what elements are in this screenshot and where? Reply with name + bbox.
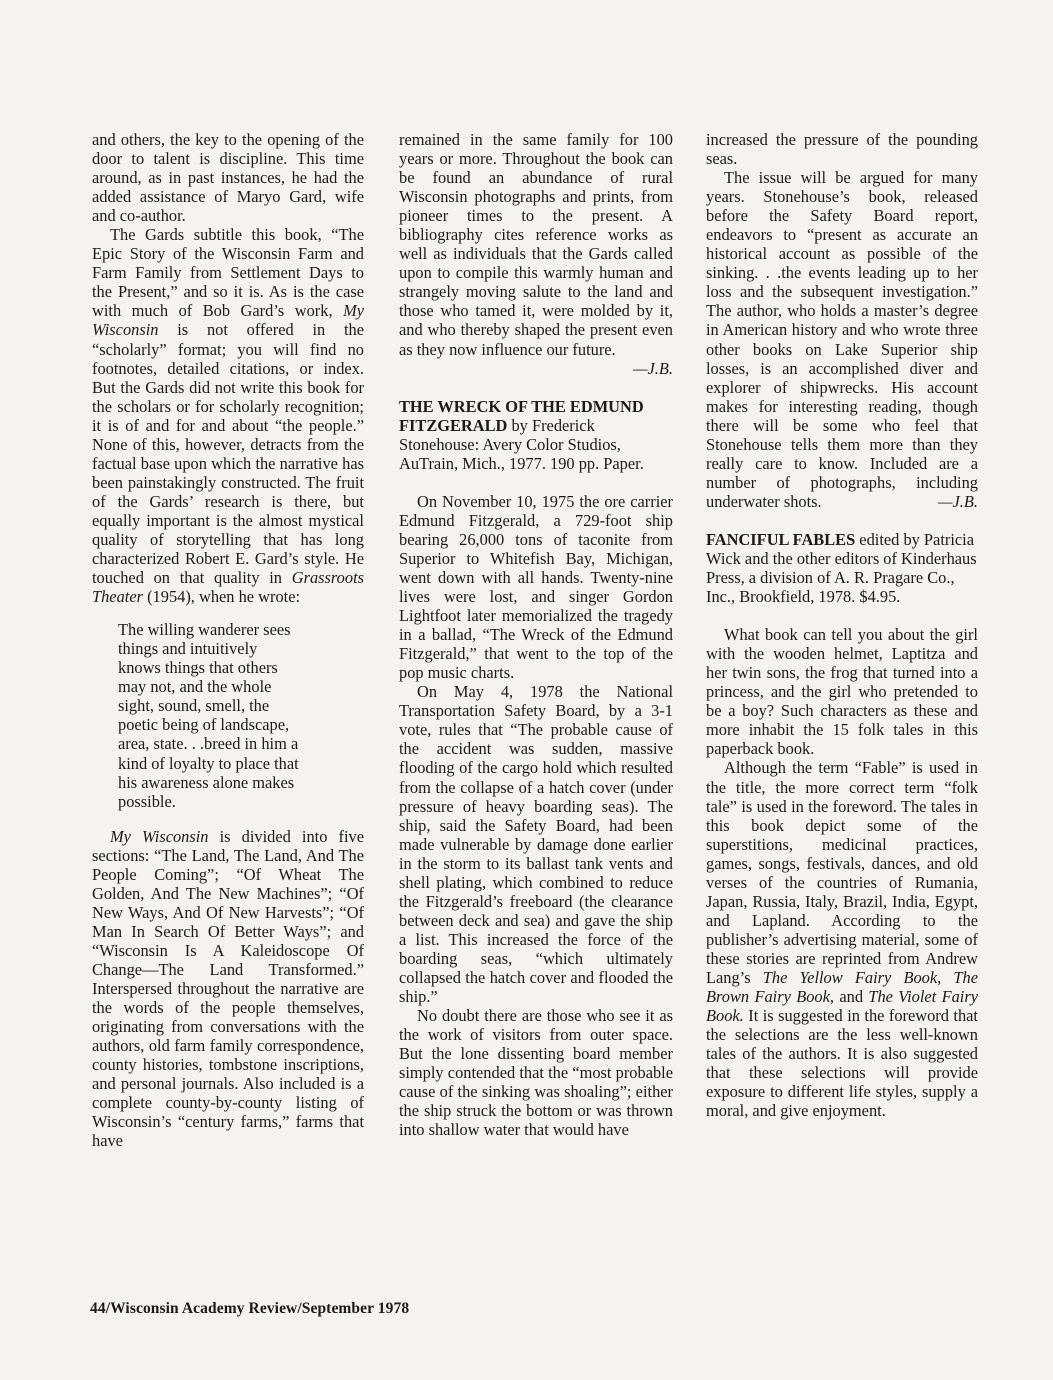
col3-paragraph-2 [706, 168, 978, 511]
quote-line: his awareness alone makes [118, 772, 295, 792]
col2-paragraph-1: remained in the same family for 100 years or more. Throughout the book can be found an abundance of rural Wisconsin photographs and prints, from pioneer times to the present. A bibliography cites reference works as well as individuals that the Gards called upon to compile this warmly human and strangely moving salute to the land and those who tamed it, were molded by it, and who thereby shaped the present even as they now influence our future. [399, 130, 673, 359]
col3-paragraph-3: What book can tell you about the girl with the wooden helmet, Laptitza and her twin sons, the frog that turned into a princess, and the girl who pretended to be a boy? Such characters as these and more inhabit the 15 folk tales in this paperback book. [706, 625, 978, 759]
book-title-my-wisconsin: My Wisconsin [92, 301, 364, 340]
quote-line: knows things that others [118, 658, 278, 678]
reviewer-signature: —J.B. [937, 491, 978, 511]
col2-paragraph-2: On November 10, 1975 the ore carrier Edmund Fitzgerald, a 729-foot ship bearing 26,000 tons of taconite from Superior to Whitefish Bay, Michigan, went down with all hands. Twenty-nine lives were lost, and singer Gordon Lightfoot later memorialized the tragedy in a ballad, “The Wreck of the Edmund Fitzgerald,” that went to the top of the pop music charts. [399, 491, 673, 683]
page-footer: 44/Wisconsin Academy Review/September 1978 [90, 1300, 410, 1317]
book-titles-lang-2: The Violet Fairy Book. [706, 987, 978, 1026]
book-title-my-wisconsin: My Wisconsin [110, 826, 209, 846]
reviewer-signature: —J.B. [632, 358, 673, 378]
col1-paragraph-3 [92, 827, 364, 1151]
block-quote [118, 620, 364, 810]
column-1 [92, 130, 364, 1150]
review-heading-fables [706, 530, 978, 606]
col1-p2-text-a: The Gards subtitle this book, “The Epic Story of the Wisconsin Farm and Farm Family from Settlement Days to the Present,” and so it is. As is the case with much of Bob Gard’s work, [92, 225, 364, 321]
col3-p2-text: The issue will be argued for many years. Stonehouse’s book, released before the Safety Board report, endeavors to “present as accurate an historical account as possible of the sinking. . .the events leading up to her loss and the subsequent investigation.” The author, who holds a master’s degree in American history and who wrote three other books on Lake Superior ship losses, is an accomplished diver and explorer of shipwrecks. His account makes for interesting reading, though there will be some who feel that Stonehouse tells them more than they really care to know. Included are a number of photographs, including underwater shots. [706, 168, 978, 511]
col1-p3-text: is divided into five sections: “The Land, The Land, And The People Coming”; “Of Wheat The Golden, And The New Machines”; “Of New Ways, And Of New Harvests”; “Of Man In Search Of Better Ways”; and “Wisconsin Is A Kaleidoscope Of Change—The Land Transformed.” Interspersed throughout the narrative are the words of the people themselves, originating from conversations with the authors, old farm family correspondence, county histories, tombstone inscriptions, and personal journals. Also included is a complete county-by-county listing of Wisconsin’s “century farms,” farms that have [92, 826, 364, 1151]
book-title-heading: THE WRECK OF THE EDMUND FITZGERALD [399, 396, 644, 435]
quote-line: possible. [118, 791, 176, 811]
quote-line: area, state. . .breed in him a [118, 734, 299, 754]
quote-line: things and intuitively [118, 639, 258, 659]
spacer [399, 473, 673, 492]
col2-paragraph-3: On May 4, 1978 the National Transportation Safety Board, by a 3-1 vote, rules that “The probable cause of the accident was sudden, massive flooding of the cargo hold which resulted from the collapse of a hatch cover (under pressure of heavy boarding seas). The ship, said the Safety Board, had been made vulnerable by damage done earlier in the storm to its ballast tank vents and shell plating, which combined to reduce the Fitzgerald’s freeboard (the clearance between deck and sea) and gave the ship a list. This increased the force of the boarding seas, “which ultimately collapsed the hatch cover and flooded the ship.” [399, 682, 673, 1007]
quote-line: The willing wanderer sees [118, 620, 291, 640]
book-title-heading: FANCIFUL FABLES [706, 529, 856, 549]
col3-paragraph-4 [706, 758, 978, 1120]
book-titles-lang-1: The Yellow Fairy Book, The Brown Fairy Book, [706, 967, 978, 1007]
col1-p2-text-c: (1954), when he wrote: [143, 587, 301, 607]
review-heading-fitzgerald [399, 397, 673, 473]
quote-line: kind of loyalty to place that [118, 753, 299, 773]
col1-paragraph-1: and others, the key to the opening of the door to talent is discipline. This time around, as in past instances, he had the added assistance of Maryo Gard, wife and co-author. [92, 130, 364, 226]
col3-p4-and: and [834, 987, 869, 1007]
quote-line: poetic being of landscape, [118, 715, 290, 735]
column-3 [706, 130, 978, 1120]
spacer [399, 378, 673, 397]
book-publication-info: by Frederick Stonehouse: Avery Color Studios, AuTrain, Mich., 1977. 190 pp. Paper. [399, 415, 644, 473]
book-publication-info: edited by Patricia Wick and the other editors of Kinderhaus Press, a division of A. R. Pragare Co., Inc., Brookfield, 1978. $4.95. [706, 529, 977, 607]
spacer [706, 511, 978, 530]
quote-line: may not, and the whole [118, 677, 272, 697]
column-2 [399, 130, 673, 1139]
col2-paragraph-4: No doubt there are those who see it as the work of visitors from outer space. But the lone dissenting board member simply contended that the “most probable cause of the sinking was shoaling”; either the ship struck the bottom or was thrown into shallow water that would have [399, 1006, 673, 1140]
book-title-grassroots-theater: Grassroots Theater [92, 568, 364, 607]
col3-p4-text-b: It is suggested in the foreword that the selections are the less well-known tales of the authors. It is also suggested that these selections will provide exposure to different life styles, supply a moral, and give enjoyment. [706, 1006, 978, 1121]
col3-paragraph-1: increased the pressure of the pounding seas. [706, 130, 978, 169]
quote-line: sight, sound, smell, the [118, 696, 270, 716]
col3-p4-text-a: Although the term “Fable” is used in the title, the more correct term “folk tale” is used in the foreword. The tales in this book depict some of the superstitions, medicinal practices, games, songs, festivals, dances, and old verses of the countries of Rumania, Japan, Russia, Italy, Brazil, India, Egypt, and Lapland. According to the publisher’s advertising material, some of these stories are reprinted from Andrew Lang’s [706, 758, 978, 987]
col1-p2-text-b: is not offered in the “scholarly” format; you will find no footnotes, detailed citations, or index. But the Gards did not write this book for the scholars or for scholarly recognition; it is of and for and about “the people.” None of this, however, detracts from the factual base upon which the narrative has been painstakingly constructed. The fruit of the Gards’ research is there, but equally important is the almost mystical quality of storytelling that has long characterized Robert E. Gard’s style. He touched on that quality in [92, 320, 364, 588]
spacer [706, 606, 978, 625]
col1-paragraph-2 [92, 225, 364, 606]
